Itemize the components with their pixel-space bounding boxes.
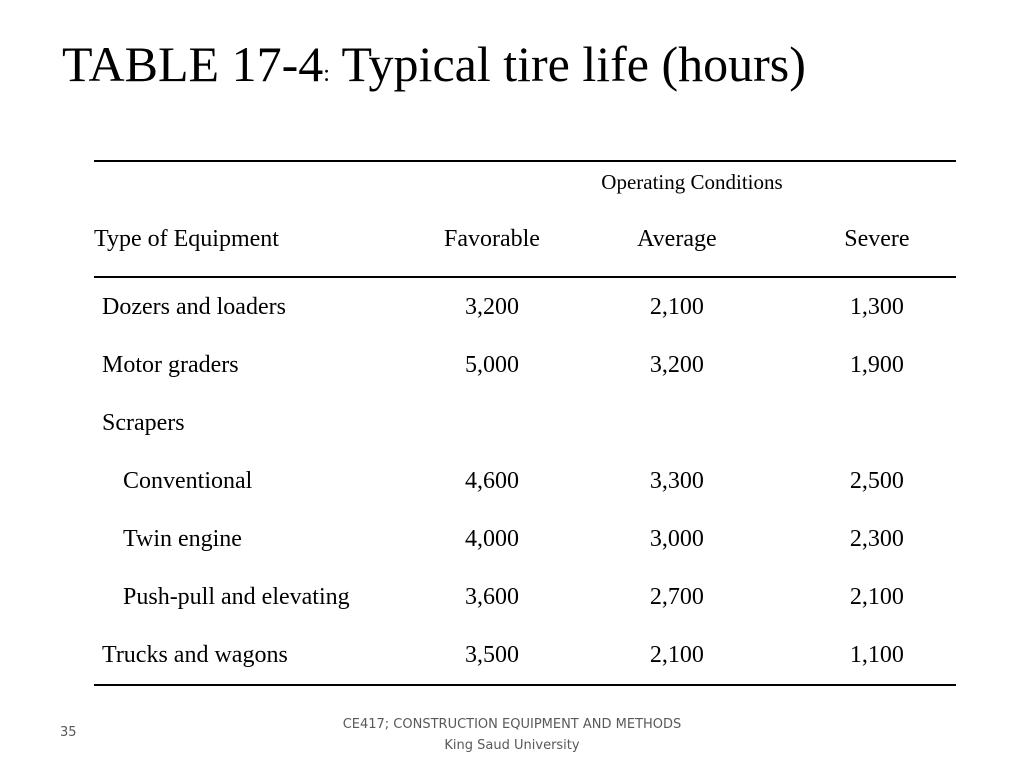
average-value-cell: 3,300: [649, 467, 704, 494]
group-header-operating-conditions: Operating Conditions: [428, 161, 956, 202]
footer-course-title: CE417; CONSTRUCTION EQUIPMENT AND METHODS: [342, 717, 682, 732]
average-value-cell: 2,700: [649, 583, 704, 610]
title-main: TABLE 17-4: [62, 36, 324, 92]
average-value-cell: 3,200: [649, 351, 704, 378]
table-row: [94, 626, 956, 685]
column-header-average: Average: [556, 202, 798, 277]
average-value-cell: [556, 394, 798, 452]
average-value-cell: 3,000: [649, 525, 704, 552]
equipment-type-cell: Scrapers: [102, 409, 185, 436]
table-row: [94, 336, 956, 394]
equipment-subtype-cell: Push-pull and elevating: [123, 583, 350, 610]
table-row: [94, 277, 956, 336]
table-row: [94, 510, 956, 568]
favorable-value-cell: 4,600: [464, 467, 519, 494]
tire-life-table: [94, 160, 956, 686]
severe-value-cell: [798, 394, 956, 452]
tire-life-table-container: [94, 160, 956, 686]
table-row: [94, 452, 956, 510]
slide-footer: [0, 714, 1024, 756]
average-value-cell: 2,100: [649, 293, 704, 320]
favorable-value-cell: 4,000: [464, 525, 519, 552]
table-row: [94, 394, 956, 452]
title-colon: :: [323, 61, 330, 87]
severe-value-cell: 2,100: [849, 583, 904, 610]
average-value-cell: 2,100: [556, 626, 798, 685]
equipment-subtype-cell: Twin engine: [123, 525, 242, 552]
table-column-header-row: [94, 202, 956, 277]
favorable-value-cell: 5,000: [464, 351, 519, 378]
group-header-spacer: [94, 161, 428, 202]
page-number: 35: [60, 725, 77, 740]
favorable-value-cell: 3,200: [464, 293, 519, 320]
slide-title: [62, 28, 806, 110]
severe-value-cell: 1,100: [798, 626, 956, 685]
equipment-subtype-cell: Conventional: [123, 467, 253, 494]
severe-value-cell: 1,300: [849, 293, 904, 320]
equipment-type-cell: Trucks and wagons: [94, 626, 428, 685]
footer-university: King Saud University: [444, 738, 580, 753]
severe-value-cell: 2,300: [849, 525, 904, 552]
table-group-header-row: [94, 161, 956, 202]
severe-value-cell: 1,900: [849, 351, 904, 378]
equipment-type-cell: Dozers and loaders: [102, 293, 286, 320]
favorable-value-cell: [428, 394, 556, 452]
table-row: [94, 568, 956, 626]
column-header-severe: Severe: [798, 202, 956, 277]
equipment-type-cell: Motor graders: [102, 351, 239, 378]
title-rest: Typical tire life (hours): [329, 36, 806, 92]
favorable-value-cell: 3,600: [464, 583, 519, 610]
column-header-type: Type of Equipment: [94, 202, 428, 277]
column-header-favorable: Favorable: [428, 202, 556, 277]
severe-value-cell: 2,500: [849, 467, 904, 494]
favorable-value-cell: 3,500: [428, 626, 556, 685]
